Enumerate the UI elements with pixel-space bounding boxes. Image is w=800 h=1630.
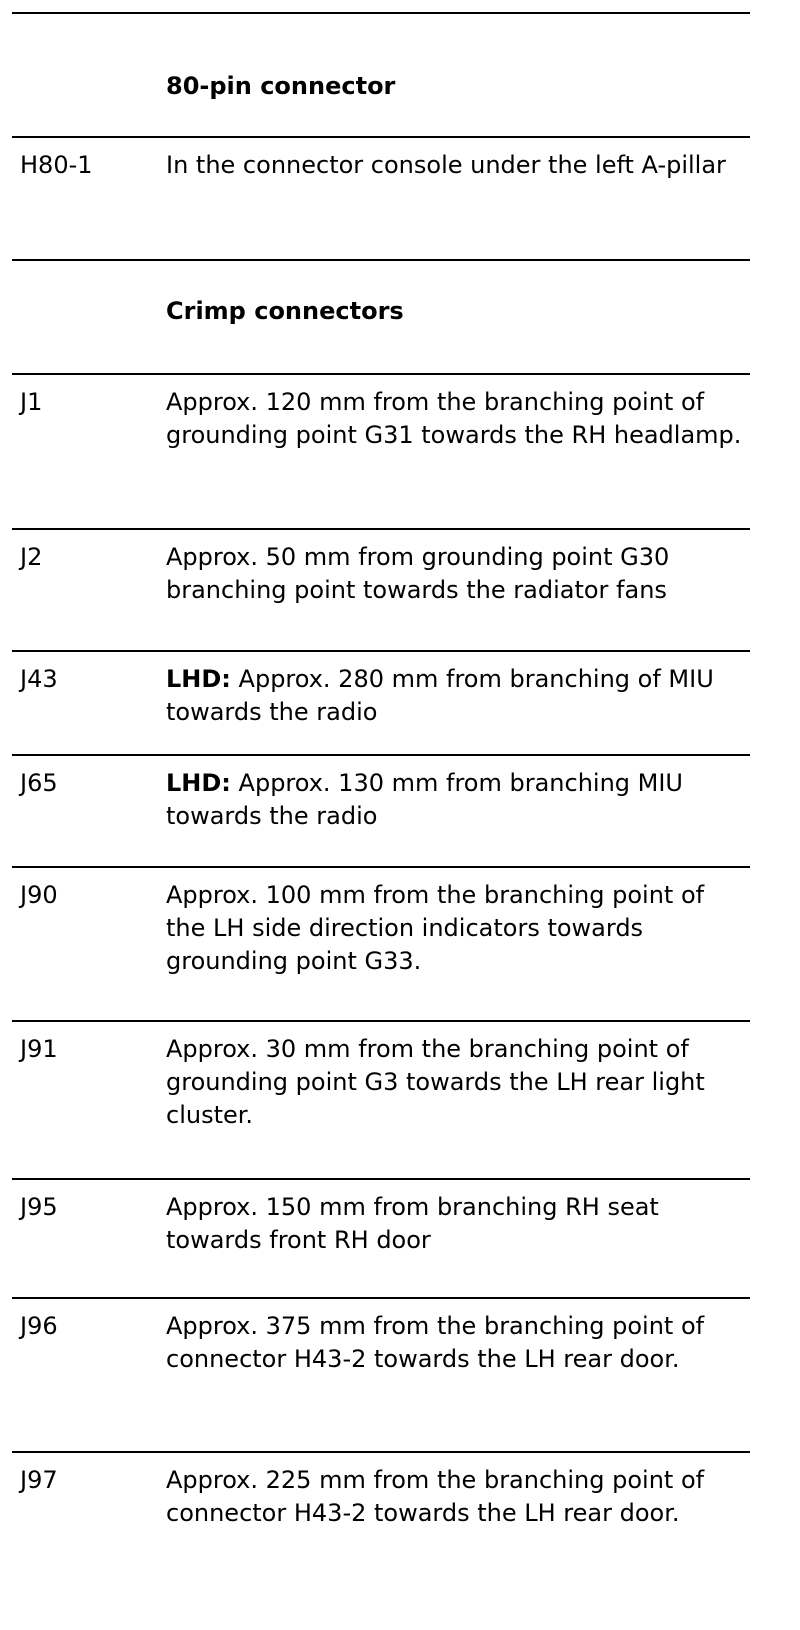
table-row: [12, 650, 750, 754]
connector-code: J90: [20, 881, 58, 909]
section-heading: Crimp connectors: [166, 297, 404, 325]
location-text: Approx. 50 mm from grounding point G30 branching point towards the radiator fans: [166, 543, 670, 604]
location-text: Approx. 150 mm from branching RH seat towards front RH door: [166, 1193, 659, 1254]
connector-code: J43: [20, 665, 58, 693]
connector-location: [166, 1033, 750, 1132]
table-row: [12, 1297, 750, 1451]
table-row: [12, 1451, 750, 1630]
connector-location: [166, 1310, 750, 1376]
location-text: Approx. 280 mm from branching of MIU towards the radio: [166, 665, 714, 726]
connector-location: [166, 879, 750, 978]
table-row: [12, 1178, 750, 1297]
location-text: Approx. 375 mm from the branching point of connector H43-2 towards the LH rear door.: [166, 1312, 705, 1373]
location-text: Approx. 120 mm from the branching point of grounding point G31 towards the RH headlamp.: [166, 388, 742, 449]
table-row: [12, 136, 750, 259]
location-text: Approx. 130 mm from branching MIU towards the radio: [166, 769, 683, 830]
connector-location: [166, 1191, 750, 1257]
connector-location: [166, 386, 750, 452]
connector-location: [166, 1464, 750, 1530]
connector-code: J96: [20, 1312, 58, 1340]
connector-code: J1: [20, 388, 43, 416]
table-row: [12, 528, 750, 650]
section-heading-row: [12, 12, 750, 136]
connector-location: [166, 663, 750, 729]
connector-code: J97: [20, 1466, 58, 1494]
location-prefix: LHD:: [166, 769, 231, 797]
table-row: [12, 866, 750, 1020]
connector-location: [166, 149, 750, 182]
location-text: Approx. 225 mm from the branching point of connector H43-2 towards the LH rear door.: [166, 1466, 705, 1527]
connector-code: J2: [20, 543, 43, 571]
table-row: [12, 754, 750, 866]
connector-code: H80-1: [20, 151, 93, 179]
connector-code: J95: [20, 1193, 58, 1221]
table-row: [12, 373, 750, 528]
section-heading: 80-pin connector: [166, 72, 396, 100]
location-text: Approx. 30 mm from the branching point of grounding point G3 towards the LH rear light cluster.: [166, 1035, 705, 1129]
connector-code: J65: [20, 769, 58, 797]
location-prefix: LHD:: [166, 665, 231, 693]
connector-location: [166, 541, 750, 607]
connector-code: J91: [20, 1035, 58, 1063]
location-text: In the connector console under the left A-pillar: [166, 151, 726, 179]
section-heading-row: [12, 259, 750, 373]
location-text: Approx. 100 mm from the branching point of the LH side direction indicators towards grounding point G33.: [166, 881, 705, 975]
table-row: [12, 1020, 750, 1178]
connector-location: [166, 767, 750, 833]
